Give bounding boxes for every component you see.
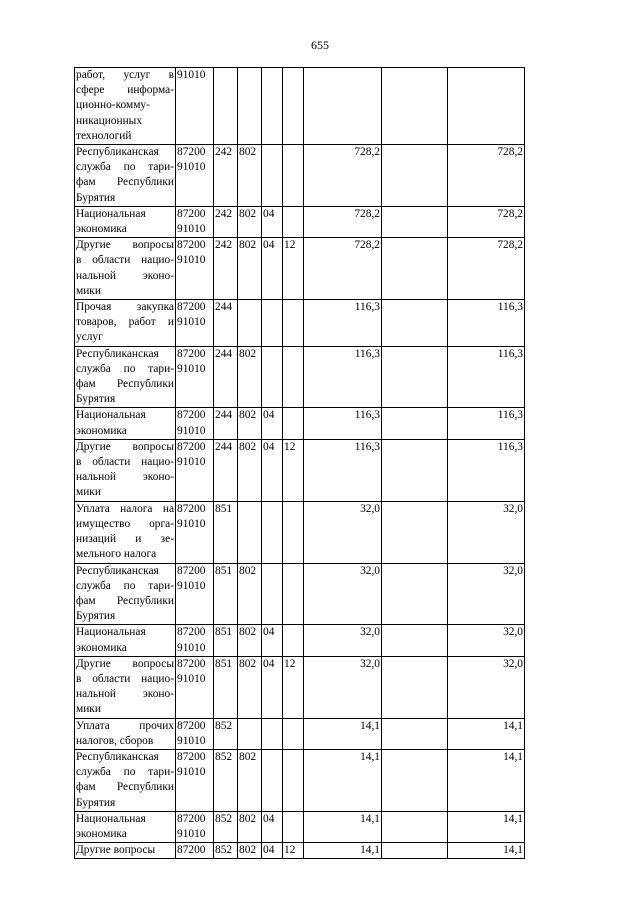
code-csr-cell [176,811,214,842]
amount-federal-cell [382,625,448,656]
amount-total-cell: 32,0 [304,563,382,625]
code-vr-cell: 242 [214,238,238,300]
code-grbs-cell: 802 [238,206,262,237]
row-name-line: нальной эконо- [76,688,174,701]
code-vr-cell: 851 [214,563,238,625]
code-csr-cell [176,656,214,718]
code-csr-line: 91010 [177,827,206,840]
code-csr-cell [176,439,214,501]
code-csr-line: 91010 [177,316,206,329]
row-name-line: налогов, сборов [76,734,154,747]
code-csr-line: 91010 [177,517,206,530]
code-vr-cell: 244 [214,346,238,408]
code-rz-cell [262,563,283,625]
table-row [75,68,525,145]
code-grbs-cell: 802 [238,439,262,501]
code-grbs-cell: 802 [238,238,262,300]
row-name-line: никационных [76,114,143,127]
row-name-cell [75,439,176,501]
code-pr-cell [283,811,304,842]
row-name-line: фам Республики [76,781,174,794]
table-row [75,811,525,842]
code-vr-cell: 852 [214,811,238,842]
table-row [75,300,525,347]
row-name-line: в области нацио- [76,456,174,469]
amount-total-cell: 32,0 [304,656,382,718]
amount-republic-cell: 116,3 [448,300,525,347]
code-vr-cell: 852 [214,749,238,811]
row-name-cell [75,300,176,347]
row-name-line: Национальная [76,409,146,422]
row-name-line: Другие вопросы [76,657,174,670]
code-csr-line: 91010 [177,362,206,375]
code-rz-cell [262,718,283,749]
amount-federal-cell [382,718,448,749]
row-name-line: низаций и зе- [76,533,174,546]
code-csr-cell [176,206,214,237]
code-csr-cell [176,238,214,300]
code-csr-cell [176,68,214,145]
row-name-line: Бурятия [76,610,116,623]
code-pr-cell [283,300,304,347]
budget-table [74,67,525,859]
code-csr-cell [176,408,214,439]
code-vr-cell: 851 [214,625,238,656]
row-name-line: в области нацио- [76,672,174,685]
amount-republic-cell: 14,1 [448,811,525,842]
code-grbs-cell: 802 [238,408,262,439]
code-csr-line: 87200 [177,502,206,515]
amount-total-cell: 728,2 [304,238,382,300]
code-grbs-cell: 802 [238,811,262,842]
row-name-line: мики [76,486,101,499]
code-csr-line: 91010 [177,223,206,236]
row-name-line: экономика [76,827,127,840]
amount-total-cell: 116,3 [304,346,382,408]
code-csr-line: 91010 [177,641,206,654]
code-csr-line: 87200 [177,564,206,577]
code-grbs-cell: 802 [238,749,262,811]
table-row [75,718,525,749]
code-vr-cell: 851 [214,501,238,563]
row-name-cell [75,718,176,749]
table-row [75,656,525,718]
row-name-line: Республиканская [76,146,159,159]
row-name-line: услуг [76,331,103,344]
row-name-line: в области нацио- [76,254,174,267]
code-pr-cell [283,625,304,656]
row-name-line: мельного налога [76,548,157,561]
amount-republic-cell: 32,0 [448,501,525,563]
amount-federal-cell [382,346,448,408]
row-name-cell [75,346,176,408]
amount-total-cell: 116,3 [304,439,382,501]
row-name-line: фам Республики [76,594,174,607]
code-rz-cell [262,300,283,347]
row-name-line: служба по тари- [76,362,174,375]
row-name-line: Национальная [76,626,146,639]
amount-federal-cell [382,68,448,145]
code-csr-cell [176,300,214,347]
table-row [75,843,525,859]
row-name-cell [75,501,176,563]
code-grbs-cell: 802 [238,625,262,656]
amount-total-cell: 728,2 [304,145,382,207]
code-grbs-cell [238,501,262,563]
code-rz-cell: 04 [262,811,283,842]
code-rz-cell [262,68,283,145]
table-row [75,439,525,501]
amount-federal-cell [382,145,448,207]
code-csr-line: 91010 [177,579,206,592]
row-name-cell [75,68,176,145]
code-csr-cell [176,501,214,563]
code-rz-cell: 04 [262,408,283,439]
code-grbs-cell: 802 [238,145,262,207]
row-name-line: ционно-комму- [76,99,150,112]
row-name-cell [75,408,176,439]
row-name-line: мики [76,703,101,716]
code-csr-cell [176,718,214,749]
row-name-line: Другие вопросы [76,844,156,857]
amount-republic-cell: 14,1 [448,843,525,859]
amount-republic-cell: 116,3 [448,439,525,501]
row-name-line: Уплата налога на [76,502,174,515]
row-name-line: служба по тари- [76,766,174,779]
code-grbs-cell [238,718,262,749]
code-csr-cell [176,625,214,656]
table-row [75,408,525,439]
row-name-line: имущество орга- [76,517,174,530]
code-pr-cell [283,563,304,625]
code-csr-line: 87200 [177,146,206,159]
table-row [75,145,525,207]
code-csr-line: 91010 [177,672,206,685]
amount-total-cell: 32,0 [304,625,382,656]
page-number: 655 [311,38,329,52]
amount-republic-cell: 116,3 [448,346,525,408]
code-csr-cell [176,145,214,207]
code-csr-cell [176,749,214,811]
code-vr-cell: 851 [214,656,238,718]
code-pr-cell [283,206,304,237]
code-csr-line: 87200 [177,409,206,422]
row-name-line: Бурятия [76,796,116,809]
code-csr-line: 87200 [177,440,206,453]
row-name-line: нальной эконо- [76,471,174,484]
code-grbs-cell: 802 [238,656,262,718]
amount-federal-cell [382,238,448,300]
amount-total-cell: 14,1 [304,843,382,859]
code-csr-cell [176,563,214,625]
row-name-line: экономика [76,641,127,654]
code-rz-cell: 04 [262,625,283,656]
code-grbs-cell: 802 [238,346,262,408]
amount-federal-cell [382,408,448,439]
amount-total-cell: 116,3 [304,408,382,439]
code-grbs-cell: 802 [238,843,262,859]
table-row [75,625,525,656]
amount-republic-cell: 32,0 [448,563,525,625]
row-name-line: технологий [76,129,132,142]
code-pr-cell [283,718,304,749]
row-name-line: служба по тари- [76,161,174,174]
amount-republic-cell: 14,1 [448,749,525,811]
code-rz-cell [262,501,283,563]
code-vr-cell: 852 [214,718,238,749]
code-csr-cell [176,346,214,408]
amount-total-cell [304,68,382,145]
code-rz-cell [262,145,283,207]
code-csr-line: 87200 [177,844,206,857]
row-name-line: Бурятия [76,393,116,406]
amount-federal-cell [382,501,448,563]
row-name-line: Прочая закупка [76,301,174,314]
code-rz-cell: 04 [262,843,283,859]
code-csr-line: 87200 [177,657,206,670]
code-pr-cell [283,408,304,439]
code-vr-cell: 242 [214,145,238,207]
code-grbs-cell: 802 [238,563,262,625]
code-pr-cell: 12 [283,238,304,300]
table-row [75,346,525,408]
code-pr-cell: 12 [283,439,304,501]
amount-total-cell: 32,0 [304,501,382,563]
code-vr-cell: 244 [214,408,238,439]
row-name-line: фам Республики [76,176,174,189]
amount-republic-cell: 116,3 [448,408,525,439]
row-name-cell [75,238,176,300]
row-name-line: Республиканская [76,750,159,763]
amount-federal-cell [382,300,448,347]
amount-total-cell: 14,1 [304,749,382,811]
code-csr-line: 87200 [177,812,206,825]
row-name-line: Другие вопросы [76,239,174,252]
code-csr-line: 87200 [177,750,206,763]
code-csr-line: 87200 [177,347,206,360]
amount-federal-cell [382,206,448,237]
row-name-line: фам Республики [76,378,174,391]
row-name-line: товаров, работ и [76,316,174,329]
row-name-line: Другие вопросы [76,440,174,453]
amount-total-cell: 14,1 [304,718,382,749]
code-pr-cell: 12 [283,656,304,718]
table-row [75,238,525,300]
code-csr-line: 91010 [177,734,206,747]
table-row [75,563,525,625]
code-rz-cell: 04 [262,206,283,237]
row-name-line: Бурятия [76,191,116,204]
code-rz-cell: 04 [262,439,283,501]
code-csr-line: 87200 [177,239,206,252]
code-rz-cell: 04 [262,238,283,300]
code-csr-line: 91010 [177,69,206,81]
code-csr-cell [176,843,214,859]
row-name-cell [75,811,176,842]
amount-total-cell: 116,3 [304,300,382,347]
code-vr-cell [214,68,238,145]
amount-federal-cell [382,749,448,811]
row-name-line: служба по тари- [76,579,174,592]
amount-federal-cell [382,656,448,718]
code-grbs-cell [238,68,262,145]
row-name-line: нальной эконо- [76,269,174,282]
code-grbs-cell [238,300,262,347]
code-rz-cell [262,346,283,408]
amount-republic-cell: 728,2 [448,145,525,207]
amount-total-cell: 728,2 [304,206,382,237]
code-vr-cell: 244 [214,439,238,501]
row-name-cell [75,749,176,811]
table-row [75,206,525,237]
amount-republic-cell: 728,2 [448,238,525,300]
amount-republic-cell: 14,1 [448,718,525,749]
row-name-line: мики [76,284,101,297]
code-rz-cell [262,749,283,811]
row-name-cell [75,656,176,718]
code-pr-cell [283,346,304,408]
table-row [75,749,525,811]
row-name-line: Республиканская [76,564,159,577]
amount-total-cell: 14,1 [304,811,382,842]
code-vr-cell: 852 [214,843,238,859]
code-csr-line: 91010 [177,456,206,469]
row-name-cell [75,145,176,207]
code-vr-cell: 242 [214,206,238,237]
code-pr-cell: 12 [283,843,304,859]
row-name-line: Национальная [76,207,146,220]
amount-federal-cell [382,811,448,842]
code-csr-line: 87200 [177,207,206,220]
code-csr-line: 91010 [177,766,206,779]
budget-table-body [75,68,525,859]
row-name-cell [75,206,176,237]
row-name-line: Республиканская [76,347,159,360]
code-pr-cell [283,68,304,145]
row-name-cell [75,625,176,656]
amount-republic-cell [448,68,525,145]
code-pr-cell [283,145,304,207]
amount-federal-cell [382,563,448,625]
code-pr-cell [283,749,304,811]
amount-republic-cell: 32,0 [448,656,525,718]
code-csr-line: 87200 [177,626,206,639]
table-row [75,501,525,563]
row-name-line: сфере информа- [76,84,174,97]
code-csr-line: 91010 [177,254,206,267]
code-csr-line: 87200 [177,301,206,314]
row-name-line: Уплата прочих [76,719,174,732]
code-csr-line: 91010 [177,161,206,174]
amount-federal-cell [382,439,448,501]
row-name-cell [75,843,176,859]
row-name-line: экономика [76,424,127,437]
row-name-line: Национальная [76,812,146,825]
row-name-line: работ, услуг в [76,69,174,81]
row-name-cell [75,563,176,625]
code-vr-cell: 244 [214,300,238,347]
amount-federal-cell [382,843,448,859]
row-name-line: экономика [76,223,127,236]
code-rz-cell: 04 [262,656,283,718]
code-csr-line: 91010 [177,424,206,437]
amount-republic-cell: 728,2 [448,206,525,237]
code-csr-line: 87200 [177,719,206,732]
amount-republic-cell: 32,0 [448,625,525,656]
code-pr-cell [283,501,304,563]
